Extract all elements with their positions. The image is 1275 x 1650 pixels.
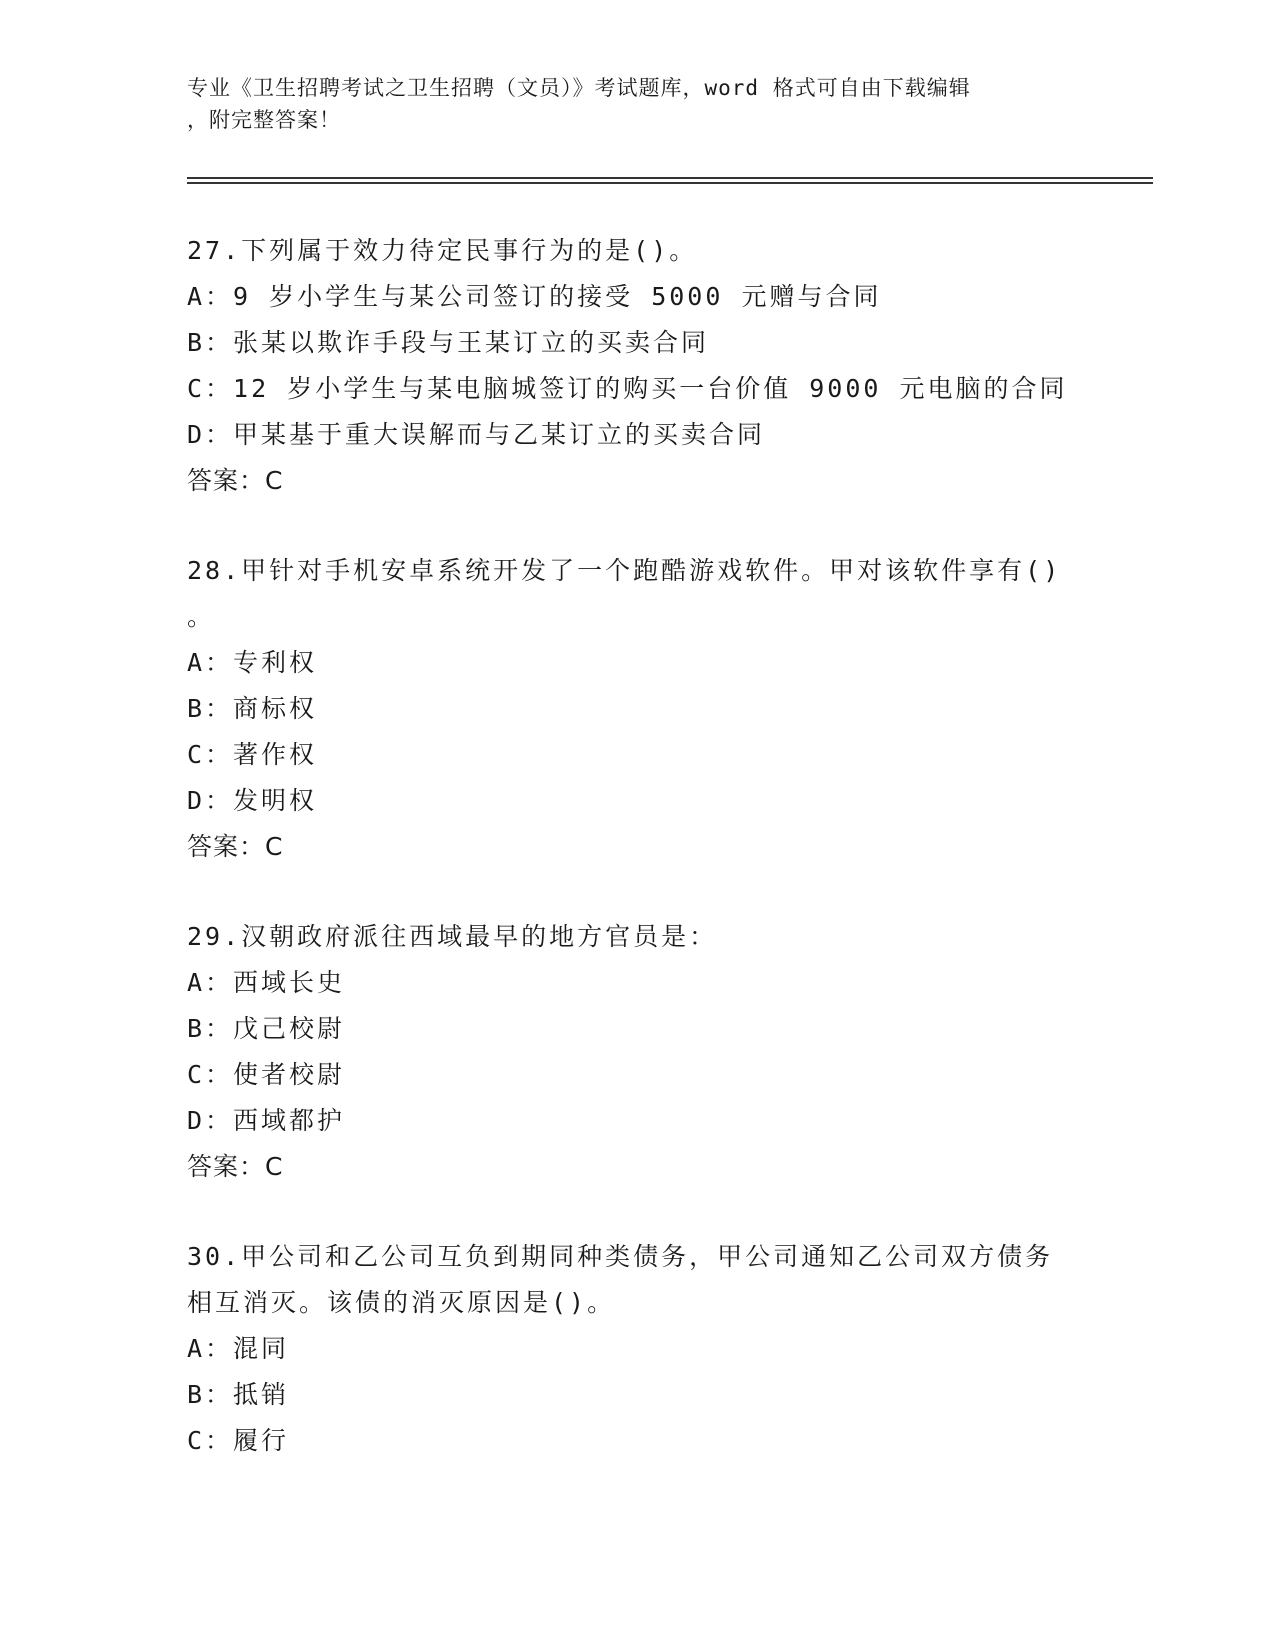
option-c: C：著作权 bbox=[187, 740, 318, 769]
question-28 bbox=[187, 548, 1087, 870]
header-line-2: ，附完整答案！ bbox=[187, 108, 341, 132]
question-stem: 27.下列属于效力待定民事行为的是()。 bbox=[187, 236, 698, 265]
option-a: A：9 岁小学生与某公司签订的接受 5000 元赠与合同 bbox=[187, 282, 882, 311]
option-a: A：西域长史 bbox=[187, 968, 346, 997]
question-stem: 28.甲针对手机安卓系统开发了一个跑酷游戏软件。甲对该软件享有() bbox=[187, 556, 1062, 585]
question-30 bbox=[187, 1234, 1087, 1464]
option-c: C：12 岁小学生与某电脑城签订的购买一台价值 9000 元电脑的合同 bbox=[187, 374, 1068, 403]
option-d: D：发明权 bbox=[187, 786, 318, 815]
option-d: D：甲某基于重大误解而与乙某订立的买卖合同 bbox=[187, 420, 766, 449]
question-stem-continued: 。 bbox=[187, 602, 216, 631]
option-b: B：商标权 bbox=[187, 694, 318, 723]
question-list bbox=[187, 228, 1087, 1508]
option-a: A：混同 bbox=[187, 1334, 290, 1363]
question-stem: 29.汉朝政府派往西域最早的地方官员是： bbox=[187, 922, 718, 951]
question-stem-continued: 相互消灭。该债的消灭原因是()。 bbox=[187, 1288, 616, 1317]
question-stem: 30.甲公司和乙公司互负到期同种类债务，甲公司通知乙公司双方债务 bbox=[187, 1242, 1054, 1271]
option-a: A：专利权 bbox=[187, 648, 318, 677]
option-b: B：张某以欺诈手段与王某订立的买卖合同 bbox=[187, 328, 710, 357]
option-b: B：戊己校尉 bbox=[187, 1014, 346, 1043]
option-d: D：西域都护 bbox=[187, 1106, 346, 1135]
question-27 bbox=[187, 228, 1087, 504]
header-divider-bottom bbox=[187, 182, 1153, 184]
answer-line: 答案：C bbox=[187, 466, 284, 495]
option-b: B：抵销 bbox=[187, 1380, 290, 1409]
header-line-1: 专业《卫生招聘考试之卫生招聘（文员）》考试题库，word 格式可自由下载编辑 bbox=[187, 76, 971, 100]
document-header bbox=[187, 72, 1067, 136]
option-c: C：履行 bbox=[187, 1426, 290, 1455]
question-29 bbox=[187, 914, 1087, 1190]
answer-line: 答案：C bbox=[187, 1152, 284, 1181]
option-c: C：使者校尉 bbox=[187, 1060, 346, 1089]
header-divider-top bbox=[187, 177, 1153, 179]
answer-line: 答案：C bbox=[187, 832, 284, 861]
